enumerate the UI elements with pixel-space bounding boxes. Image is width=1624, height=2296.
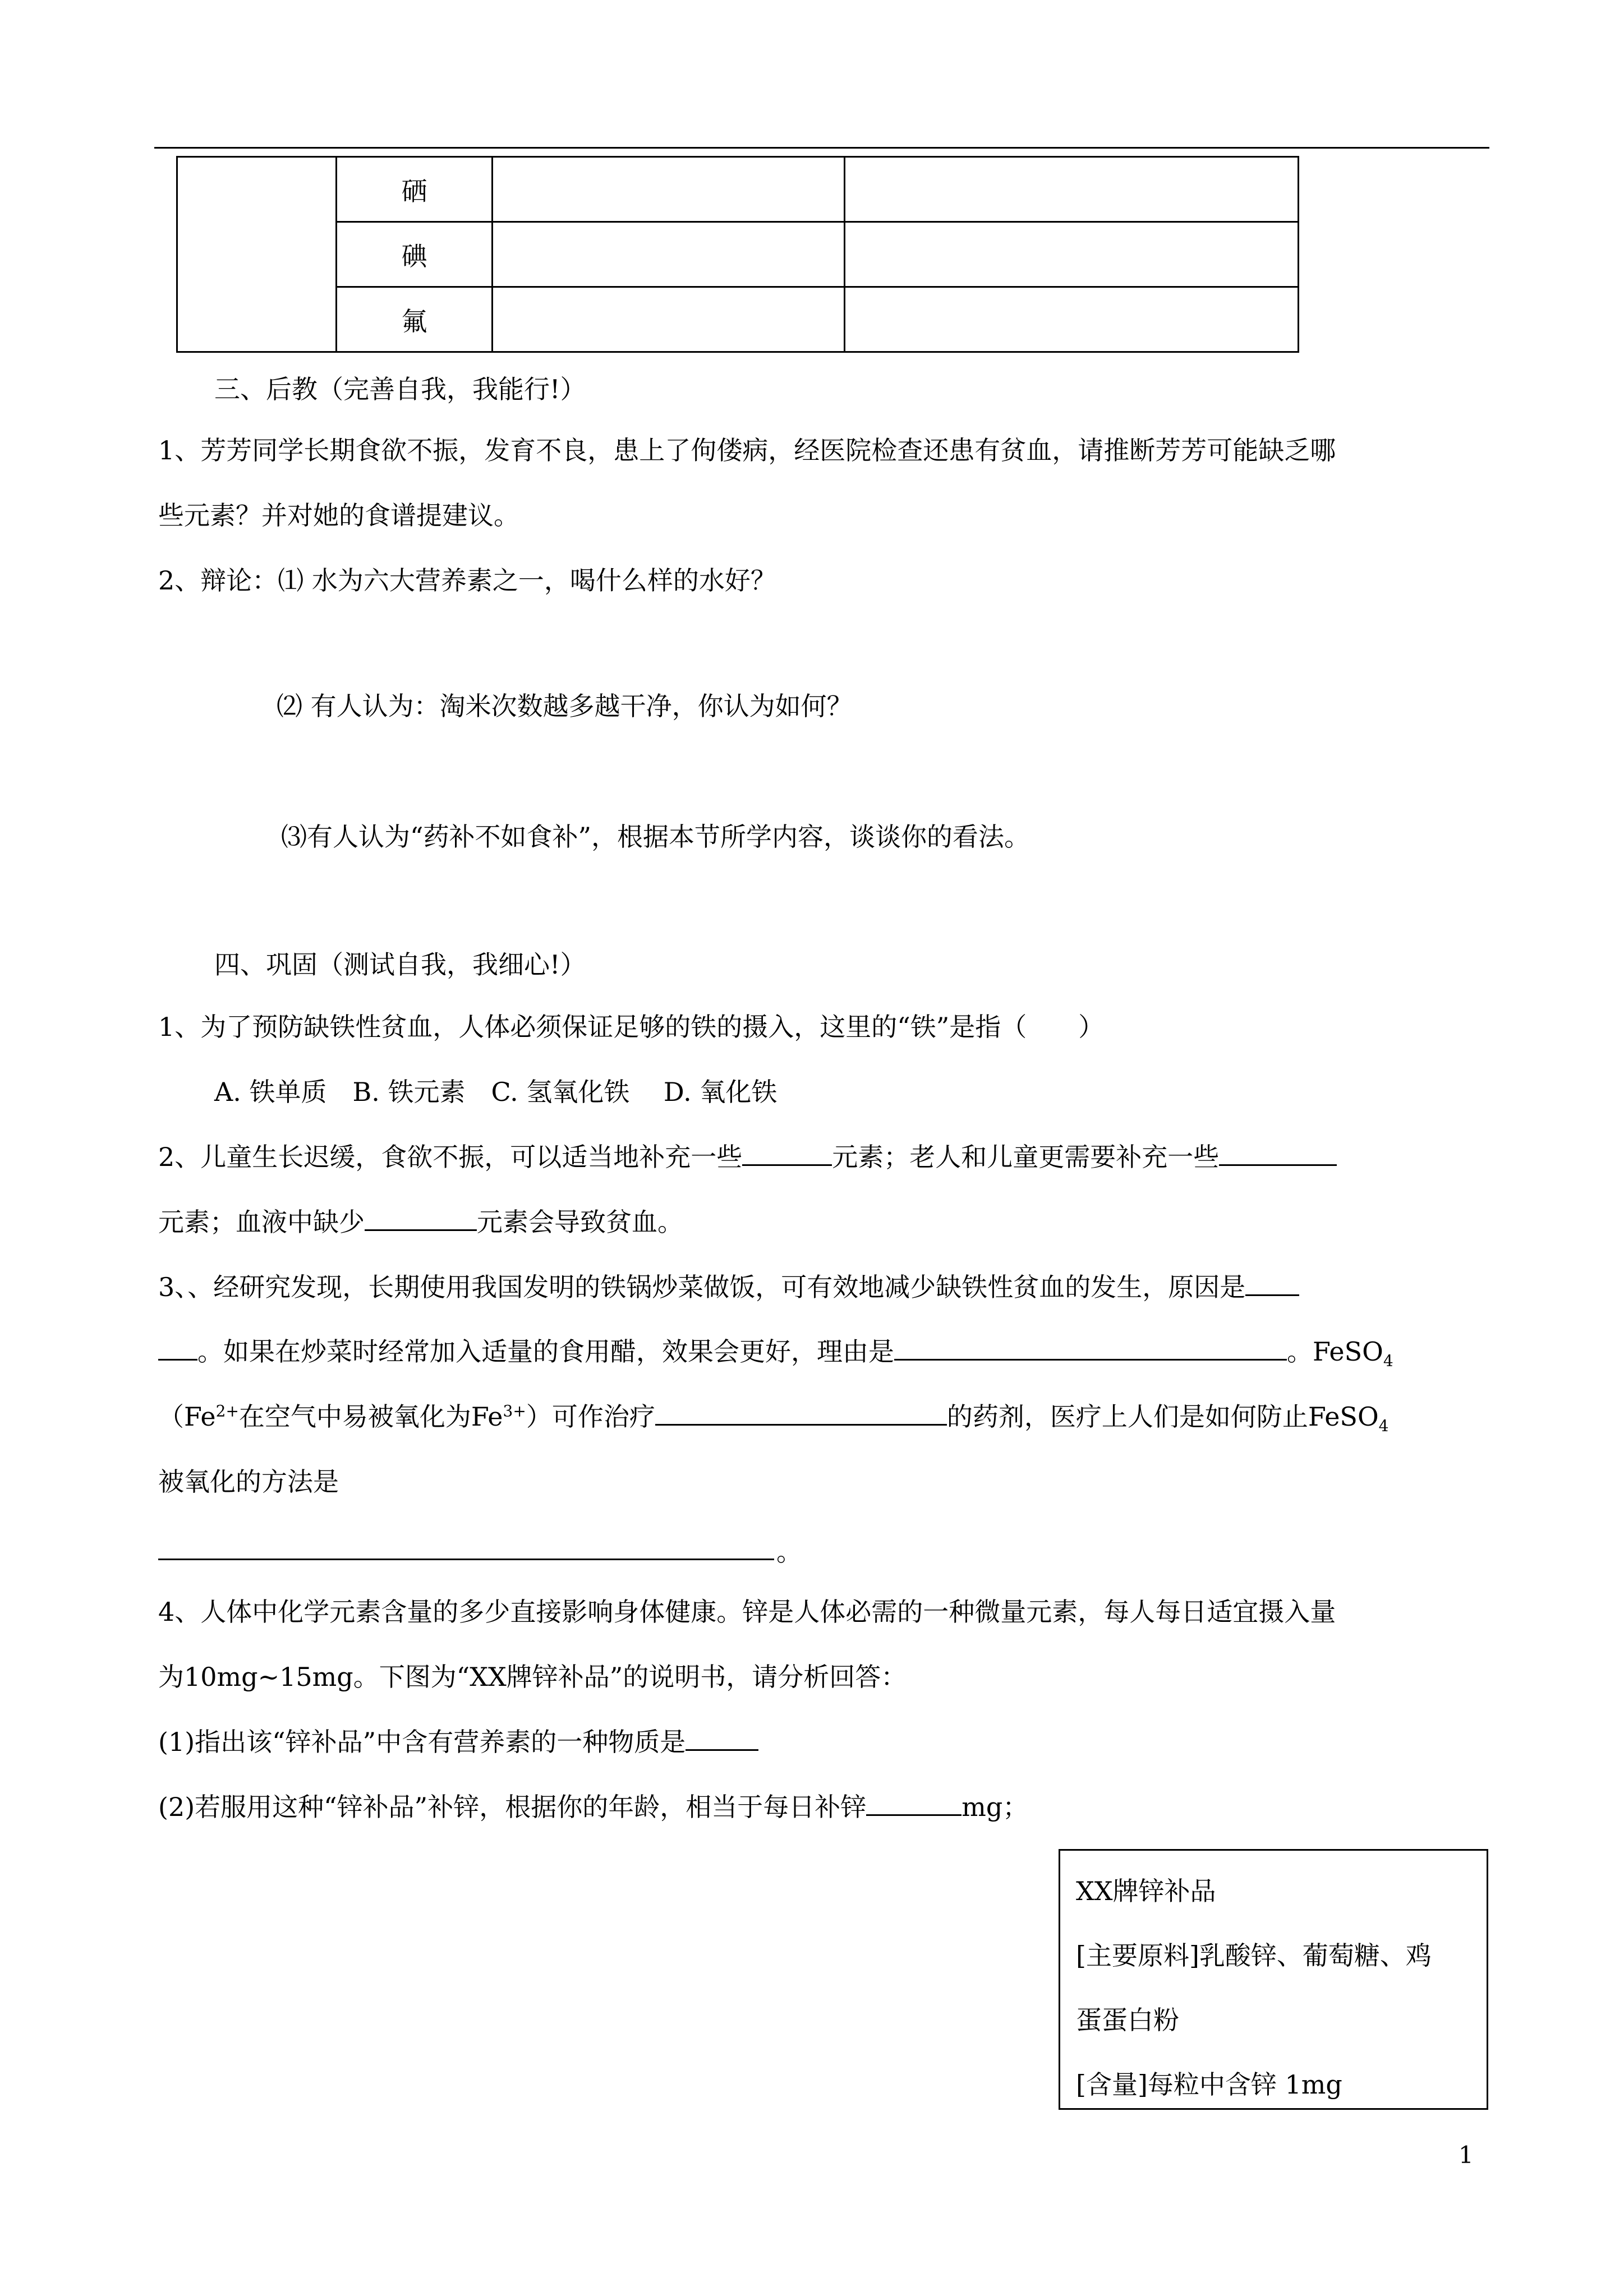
s4-q3-text4c: ）可作治疗 <box>526 1401 655 1432</box>
s4-q2-line2 <box>158 1209 683 1235</box>
section-3-heading: 三、后教（完善自我，我能行!） <box>214 374 586 404</box>
s4-q3-text2: 。如果在炒菜时经常加入适量的食用醋，效果会更好，理由是 <box>197 1336 894 1367</box>
header-rule <box>154 147 1489 149</box>
s4-q2-line1 <box>158 1144 1337 1170</box>
s4-q4-sub2-text: (2)若服用这种“锌补品”补锌，根据你的年龄，相当于每日补锌 <box>158 1792 867 1822</box>
supplement-ingredients-cont: 蛋蛋白粉 <box>1076 2005 1179 2035</box>
answer-blank[interactable] <box>1245 1294 1299 1296</box>
table-cell <box>845 287 1299 352</box>
table-row <box>177 222 1299 287</box>
s3-q2-part2: ⑵ 有人认为：淘米次数越多越干净，你认为如何？ <box>277 691 853 721</box>
answer-blank[interactable] <box>1219 1164 1337 1166</box>
answer-blank[interactable] <box>655 1423 947 1426</box>
superscript: 3+ <box>503 1401 526 1421</box>
s3-q1-line2: 些元素？并对她的食谱提建议。 <box>158 500 519 531</box>
supplement-label-box <box>1059 1849 1488 2110</box>
table-cell <box>845 157 1299 222</box>
s4-q3-text3: 。FeSO <box>1287 1336 1383 1367</box>
section-4-heading: 四、巩固（测试自我，我细心!） <box>214 949 586 980</box>
answer-blank[interactable] <box>742 1164 832 1166</box>
s4-q3-text1: 3、、经研究发现，长期使用我国发明的铁锅炒菜做饭，可有效地减少缺铁性贫血的发生，原因是 <box>158 1272 1246 1302</box>
table-cell <box>493 222 845 287</box>
table-cell-element: 氟 <box>337 287 493 352</box>
answer-blank[interactable] <box>158 1358 197 1361</box>
s4-q3-line2 <box>158 1336 1393 1371</box>
s4-q1-options: A. 铁单质 B. 铁元素 C. 氢氧化铁 D. 氧化铁 <box>214 1077 778 1107</box>
table-cell-element: 硒 <box>337 157 493 222</box>
s4-q3-text4b: 在空气中易被氧化为Fe <box>238 1401 503 1432</box>
s4-q4-line1: 4、人体中化学元素含量的多少直接影响身体健康。锌是人体必需的一种微量元素，每人每日适宜摄入量 <box>158 1597 1336 1627</box>
table-cell <box>493 157 845 222</box>
s4-q4-line2: 为10mg~15mg。下图为“XX牌锌补品”的说明书，请分析回答： <box>158 1662 907 1692</box>
supplement-ingredients: [主要原料]乳酸锌、葡萄糖、鸡 <box>1076 1940 1432 1971</box>
s4-q2-text1: 2、儿童生长迟缓，食欲不振，可以适当地补充一些 <box>158 1142 743 1172</box>
answer-line[interactable] <box>158 1559 774 1560</box>
s4-q3-text5: 被氧化的方法是 <box>158 1467 339 1497</box>
s3-q1-line1: 1、芳芳同学长期食欲不振，发育不良，患上了佝偻病，经医院检查还患有贫血，请推断芳芳可能缺乏哪 <box>158 435 1336 465</box>
s4-q2-text4: 元素会导致贫血。 <box>477 1207 683 1237</box>
s4-q2-text2: 元素；老人和儿童更需要补充一些 <box>832 1142 1220 1172</box>
s3-q2-line1: 2、辩论：⑴ 水为六大营养素之一，喝什么样的水好？ <box>158 565 776 596</box>
supplement-content: [含量]每粒中含锌 1mg <box>1076 2069 1342 2100</box>
table-cell <box>493 287 845 352</box>
s4-q3-end: 。 <box>776 1537 802 1567</box>
table-cell-element: 碘 <box>337 222 493 287</box>
table-row <box>177 287 1299 352</box>
answer-blank[interactable] <box>686 1749 758 1751</box>
s4-q3-line3 <box>158 1401 1389 1436</box>
table-cell <box>845 222 1299 287</box>
s4-q4-sub2 <box>158 1794 1028 1820</box>
s4-q4-sub1-text: (1)指出该“锌补品”中含有营养素的一种物质是 <box>158 1727 686 1757</box>
s4-q4-sub2-unit: mg； <box>961 1792 1029 1822</box>
answer-blank[interactable] <box>894 1358 1287 1361</box>
page-number: 1 <box>1459 2141 1474 2169</box>
element-table <box>176 156 1299 353</box>
table-row <box>177 157 1299 222</box>
answer-blank[interactable] <box>866 1814 961 1816</box>
s4-q3-text4d: 的药剂，医疗上人们是如何防止FeSO <box>946 1401 1379 1432</box>
s4-q3-line1 <box>158 1274 1299 1300</box>
s4-q3-text4a: （Fe <box>158 1401 216 1432</box>
s4-q1: 1、为了预防缺铁性贫血，人体必须保证足够的铁的摄入，这里的“铁”是指（ ） <box>158 1012 1105 1042</box>
subscript: 4 <box>1383 1352 1393 1371</box>
s4-q2-text3: 元素；血液中缺少 <box>158 1207 365 1237</box>
table-merged-cell <box>177 157 337 352</box>
s3-q2-part3: ⑶有人认为“药补不如食补”，根据本节所学内容，谈谈你的看法。 <box>281 822 1030 852</box>
answer-blank[interactable] <box>365 1229 477 1231</box>
supplement-title: XX牌锌补品 <box>1076 1876 1216 1906</box>
superscript: 2+ <box>215 1401 239 1421</box>
s4-q4-sub1 <box>158 1729 758 1755</box>
subscript: 4 <box>1378 1417 1389 1436</box>
